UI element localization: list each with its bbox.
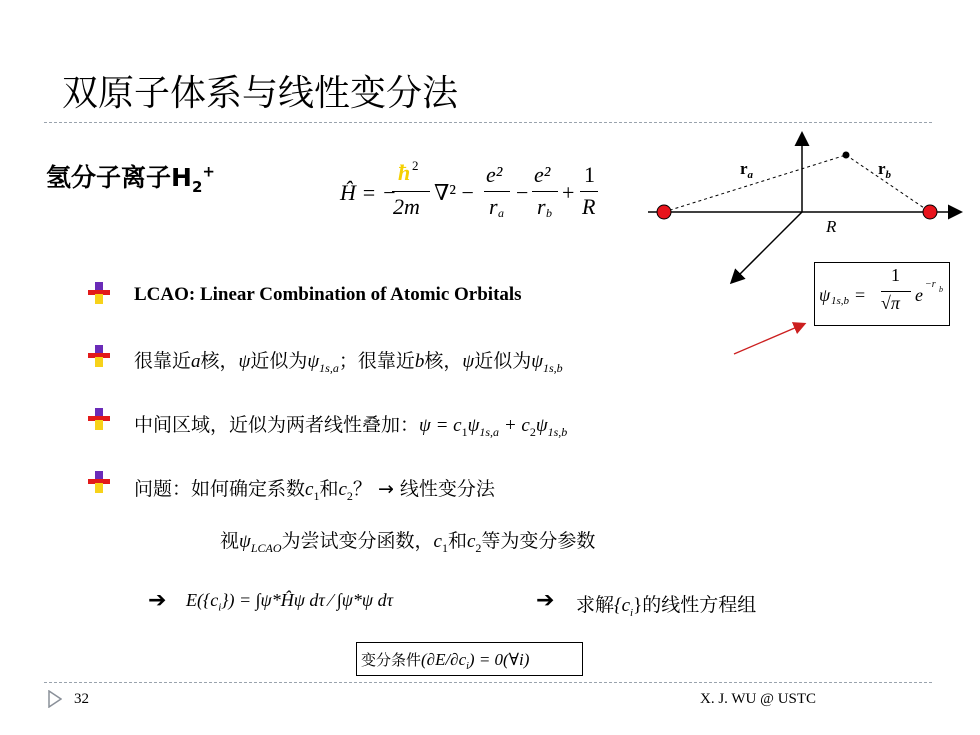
footer-credit: X. J. WU @ USTC: [700, 691, 817, 707]
section-heading: 氢分子离子$H_2^+$: [46, 162, 215, 196]
variation-parameters-line: 视$\psi_{LCAO}$为尝试变分函数，$c_1$和$c_2$等为变分参数: [220, 530, 596, 555]
wavefunction-box: ψ 1s,b = 1 √π e −r b: [814, 262, 950, 326]
bullet-lcao: LCAO: Linear Combination of Atomic Orbitals: [134, 284, 522, 305]
bullet-question: 问题：如何确定系数$c_1$和$c_2$？ → 线性变分法: [134, 478, 495, 503]
variation-condition-box: 变分条件$(\partial E/\partial c_i)$ = 0(∀i): [356, 642, 583, 676]
arrow-icon: ➔: [536, 588, 555, 613]
energy-functional: $E(\{c_i\})$ = ∫ψ*Ĥψ dτ ⁄ ∫ψ*ψ dτ: [186, 590, 394, 614]
footer-divider: [44, 682, 932, 683]
electron-dot: [843, 152, 850, 159]
bullet-icon: [88, 408, 110, 430]
page-title: 双原子体系与线性变分法: [62, 73, 459, 114]
hamiltonian-formula: Ĥ = − ħ 2 2m ∇² − e² r a − e² r b + 1 R: [340, 158, 610, 230]
pointer-arrow: [730, 318, 810, 358]
label-R: R: [826, 217, 837, 236]
bullet-linear-superposition: 中间区域，近似为两者线性叠加：$\psi = c_1\psi_{1s,a} + c_2\psi_{1s,b}$: [134, 414, 568, 439]
ra-vector: [664, 155, 846, 212]
y-axis: [732, 212, 802, 282]
nucleus-a: [657, 205, 671, 219]
bullet-near-nuclei: 很靠近a核，ψ近似为$\psi_{1s,a}$；很靠近b核，ψ近似为$\psi_{1s,b}$: [134, 350, 563, 375]
arrow-icon: ➔: [148, 588, 167, 613]
bullet-icon: [88, 471, 110, 493]
footer-triangle-icon: [48, 690, 62, 708]
bullet-icon: [88, 345, 110, 367]
rb-vector: [846, 155, 930, 212]
bullet-icon: [88, 282, 110, 304]
hbar-symbol: ħ: [398, 160, 411, 185]
label-rb: $r_b$: [878, 159, 892, 181]
solve-linear-equations: 求解$\{c_i\}$的线性方程组: [576, 594, 757, 619]
page-number: 32: [74, 691, 89, 707]
title-divider: [44, 122, 932, 123]
nucleus-b: [923, 205, 937, 219]
label-ra: $r_a$: [740, 159, 754, 181]
